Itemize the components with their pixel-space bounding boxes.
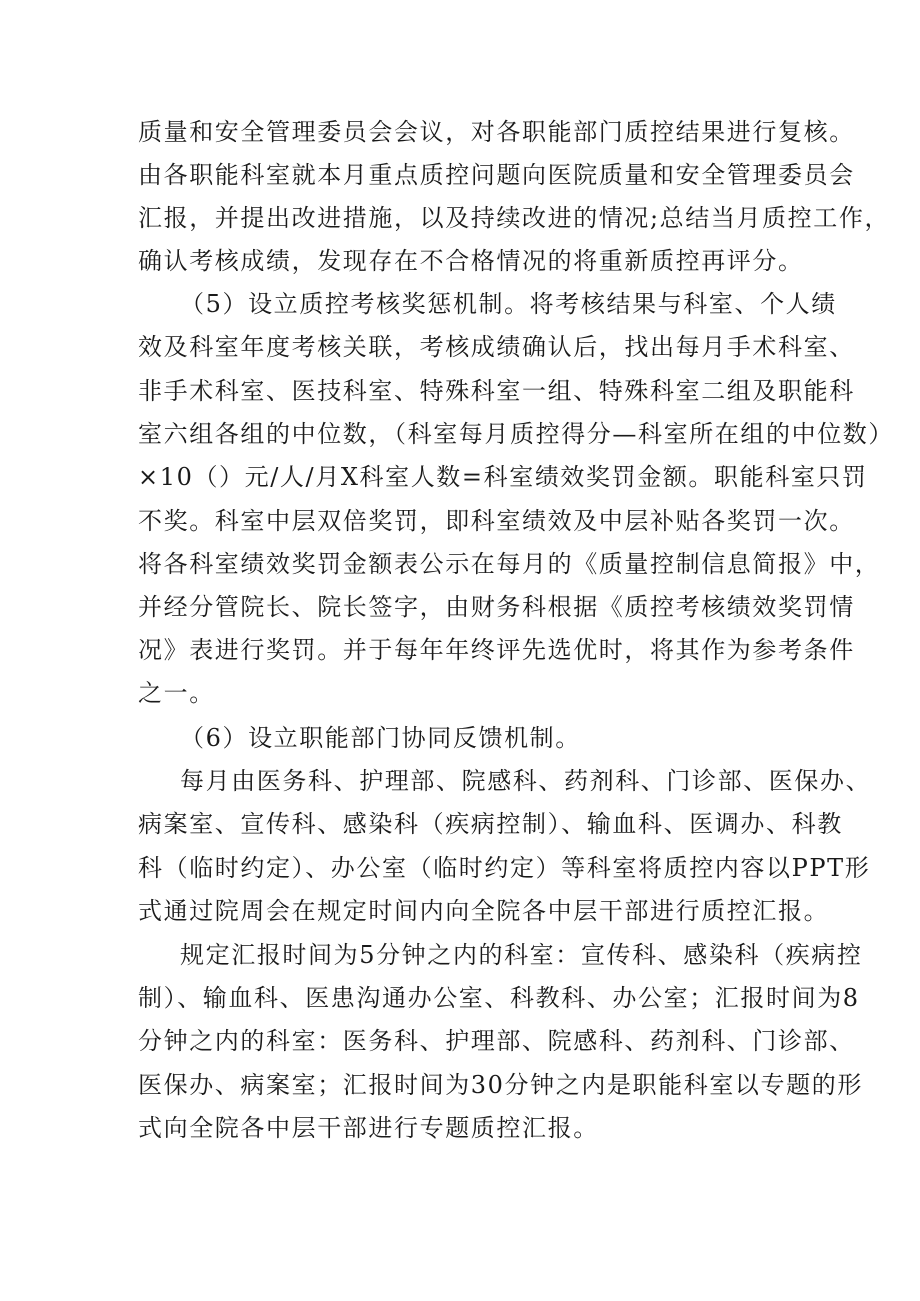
text-line: 不奖。科室中层双倍奖罚，即科室绩效及中层补贴各奖罚一次。 xyxy=(138,507,855,535)
text-line: 式向全院各中层干部进行专题质控汇报。 xyxy=(138,1114,599,1142)
text-line: 汇报，并提出改进措施，以及持续改进的情况;总结当月质控工作， xyxy=(138,204,891,232)
text-line: （6）设立职能部门协同反馈机制。 xyxy=(180,724,581,752)
text-line: 每月由医务科、护理部、院感科、药剂科、门诊部、医保办、 xyxy=(180,767,872,795)
text-line: 确认考核成绩，发现存在不合格情况的将重新质控再评分。 xyxy=(138,247,804,275)
text-line: 由各职能科室就本月重点质控问题向医院质量和安全管理委员会 xyxy=(138,161,855,189)
text-line: 之一。 xyxy=(138,679,215,707)
text-line: 科（临时约定）、办公室（临时约定）等科室将质控内容以PPT形 xyxy=(138,854,871,882)
text-line: 况》表进行奖罚。并于每年年终评先选优时，将其作为参考条件 xyxy=(138,636,855,664)
text-line: 医保办、病案室；汇报时间为30分钟之内是职能科室以专题的形 xyxy=(138,1071,863,1099)
text-line: 并经分管院长、院长签字，由财务科根据《质控考核绩效奖罚情 xyxy=(138,593,855,621)
text-line: 规定汇报时间为5分钟之内的科室：宣传科、感染科（疾病控 xyxy=(180,941,863,969)
text-line: 式通过院周会在规定时间内向全院各中层干部进行质控汇报。 xyxy=(138,897,830,925)
text-line: 质量和安全管理委员会会议，对各职能部门质控结果进行复核。 xyxy=(138,118,855,146)
text-line: 非手术科室、医技科室、特殊科室一组、特殊科室二组及职能科 xyxy=(138,377,855,405)
text-line: 分钟之内的科室：医务科、护理部、院感科、药剂科、门诊部、 xyxy=(138,1027,855,1055)
text-line: 病案室、宣传科、感染科（疾病控制）、输血科、医调办、科教 xyxy=(138,810,843,838)
text-line: 将各科室绩效奖罚金额表公示在每月的《质量控制信息简报》中， xyxy=(138,550,881,578)
text-line: 效及科室年度考核关联，考核成绩确认后，找出每月手术科室、 xyxy=(138,333,855,361)
text-line: （5）设立质控考核奖惩机制。将考核结果与科室、个人绩 xyxy=(180,290,837,318)
text-line: 室六组各组的中位数，（科室每月质控得分—科室所在组的中位数） xyxy=(138,420,894,448)
text-line: ×10（）元/人/月X科室人数=科室绩效奖罚金额。职能科室只罚 xyxy=(138,463,868,491)
text-line: 制）、输血科、医患沟通办公室、科教科、办公室；汇报时间为8 xyxy=(138,984,860,1012)
